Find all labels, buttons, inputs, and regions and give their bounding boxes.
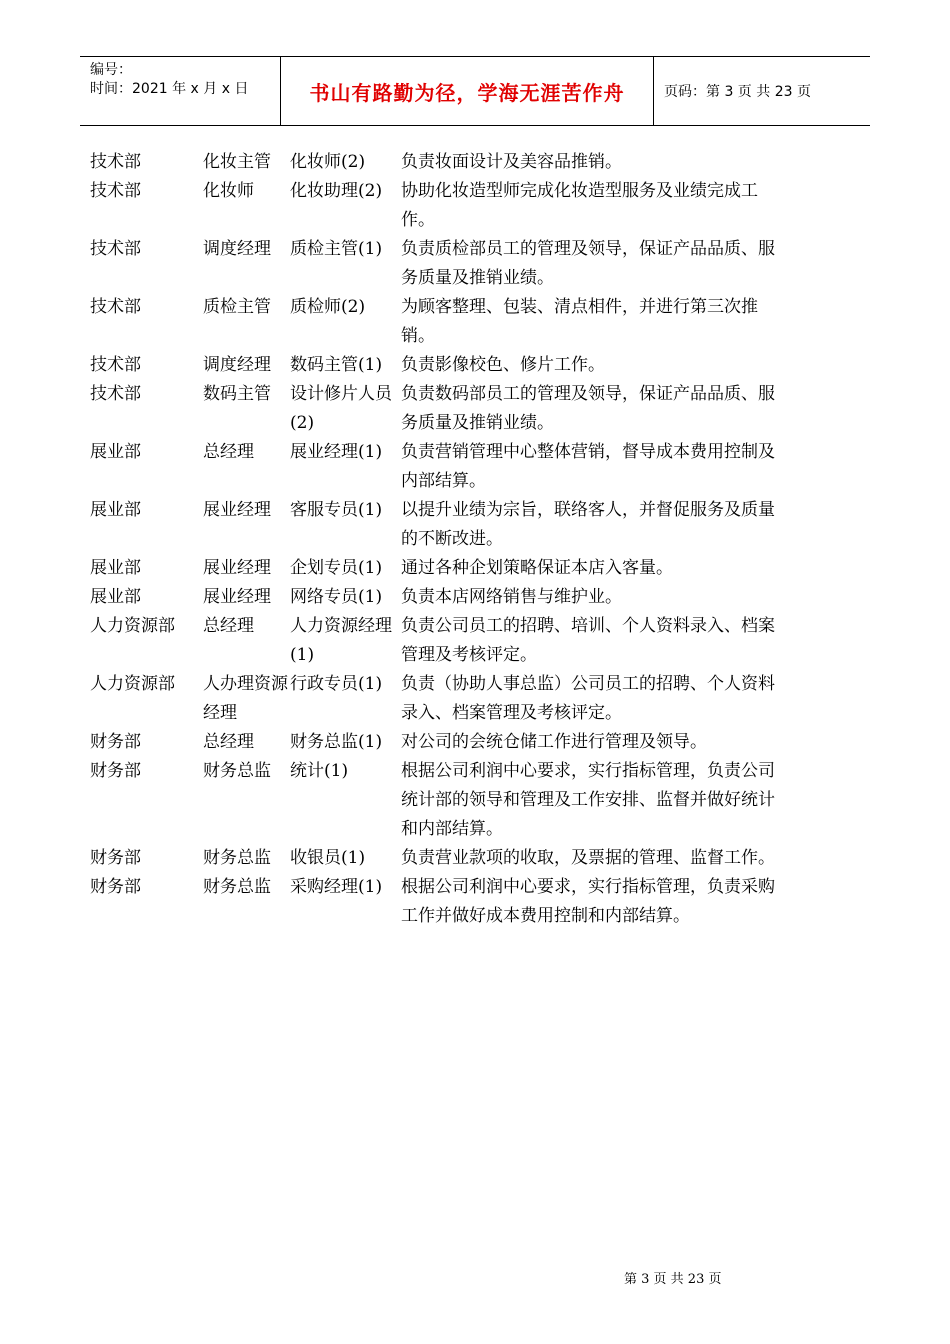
duty-cell: 负责本店网络销售与维护业。 (401, 587, 622, 607)
header-meta (80, 57, 281, 125)
table-row (90, 554, 790, 583)
dept-cell: 人力资源部 (90, 616, 175, 636)
dept-cell: 技术部 (90, 152, 141, 172)
duty-cell: 负责影像校色、修片工作。 (401, 355, 605, 375)
superior-cell: 人办理资源经理 (203, 674, 288, 723)
position-cell: 财务总监(1) (290, 732, 383, 752)
position-cell: 客服专员(1) (290, 500, 383, 520)
duty-cell: 负责质检部员工的管理及领导，保证产品品质、服务质量及推销业绩。 (401, 239, 775, 288)
table-row (90, 148, 790, 177)
table-row (90, 177, 790, 235)
position-duty-table (90, 148, 790, 931)
duty-cell: 负责（协助人事总监）公司员工的招聘、个人资料录入、档案管理及考核评定。 (401, 674, 775, 723)
duty-cell: 根据公司利润中心要求，实行指标管理，负责采购工作并做好成本费用控制和内部结算。 (401, 877, 775, 926)
position-cell: 展业经理(1) (290, 442, 383, 462)
position-cell: 质检师(2) (290, 297, 366, 317)
dept-cell: 技术部 (90, 297, 141, 317)
header-page-cell (654, 57, 870, 125)
table-row (90, 873, 790, 931)
dept-cell: 展业部 (90, 500, 141, 520)
duty-cell: 为顾客整理、包装、清点相件，并进行第三次推销。 (401, 297, 758, 346)
table-row (90, 351, 790, 380)
dept-cell: 财务部 (90, 877, 141, 897)
table-row (90, 438, 790, 496)
position-cell: 企划专员(1) (290, 558, 383, 578)
dept-cell: 财务部 (90, 732, 141, 752)
header-motto-cell (281, 57, 654, 125)
dept-cell: 人力资源部 (90, 674, 175, 694)
position-cell: 人力资源经理(1) (290, 616, 392, 665)
dept-cell: 展业部 (90, 558, 141, 578)
duty-cell: 负责营销管理中心整体营销，督导成本费用控制及内部结算。 (401, 442, 775, 491)
position-cell: 采购经理(1) (290, 877, 383, 897)
superior-cell: 质检主管 (203, 297, 271, 317)
duty-cell: 根据公司利润中心要求，实行指标管理，负责公司统计部的领导和管理及工作安排、监督并做好统计和内部结算。 (401, 761, 775, 839)
superior-cell: 总经理 (203, 442, 254, 462)
table-row (90, 496, 790, 554)
document-date: 时间：2021 年 x 月 x 日 (90, 81, 249, 97)
superior-cell: 调度经理 (203, 355, 271, 375)
duty-cell: 负责公司员工的招聘、培训、个人资料录入、档案管理及考核评定。 (401, 616, 775, 665)
dept-cell: 技术部 (90, 384, 141, 404)
duty-cell: 负责营业款项的收取，及票据的管理、监督工作。 (401, 848, 775, 868)
superior-cell: 总经理 (203, 616, 254, 636)
table-row (90, 844, 790, 873)
superior-cell: 展业经理 (203, 558, 271, 578)
superior-cell: 财务总监 (203, 761, 271, 781)
table-row (90, 380, 790, 438)
header-motto: 书山有路勤为径，学海无涯苦作舟 (309, 80, 625, 105)
duty-cell: 对公司的会统仓储工作进行管理及领导。 (401, 732, 707, 752)
position-cell: 质检主管(1) (290, 239, 383, 259)
document-number-label: 编号： (90, 62, 132, 78)
position-cell: 收银员(1) (290, 848, 366, 868)
position-cell: 行政专员(1) (290, 674, 383, 694)
dept-cell: 技术部 (90, 355, 141, 375)
superior-cell: 化妆师 (203, 181, 254, 201)
superior-cell: 数码主管 (203, 384, 271, 404)
superior-cell: 展业经理 (203, 587, 271, 607)
superior-cell: 展业经理 (203, 500, 271, 520)
dept-cell: 展业部 (90, 442, 141, 462)
position-cell: 统计(1) (290, 761, 349, 781)
dept-cell: 财务部 (90, 848, 141, 868)
position-cell: 数码主管(1) (290, 355, 383, 375)
position-cell: 化妆师(2) (290, 152, 366, 172)
superior-cell: 总经理 (203, 732, 254, 752)
table-row (90, 757, 790, 844)
position-cell: 化妆助理(2) (290, 181, 383, 201)
dept-cell: 技术部 (90, 239, 141, 259)
page-header (80, 56, 870, 126)
table-row (90, 670, 790, 728)
table-row (90, 235, 790, 293)
page-footer: 第 3 页 共 23 页 (624, 1272, 722, 1287)
duty-cell: 负责数码部员工的管理及领导，保证产品品质、服务质量及推销业绩。 (401, 384, 775, 433)
position-cell: 设计修片人员(2) (290, 384, 392, 433)
duty-cell: 通过各种企划策略保证本店入客量。 (401, 558, 673, 578)
duty-cell: 负责妆面设计及美容品推销。 (401, 152, 622, 172)
table-row (90, 293, 790, 351)
table-row (90, 728, 790, 757)
dept-cell: 财务部 (90, 761, 141, 781)
header-page-info: 页码：第 3 页 共 23 页 (664, 84, 811, 100)
table-row (90, 583, 790, 612)
dept-cell: 技术部 (90, 181, 141, 201)
duty-cell: 以提升业绩为宗旨，联络客人，并督促服务及质量的不断改进。 (401, 500, 775, 549)
superior-cell: 化妆主管 (203, 152, 271, 172)
superior-cell: 财务总监 (203, 848, 271, 868)
position-cell: 网络专员(1) (290, 587, 383, 607)
dept-cell: 展业部 (90, 587, 141, 607)
duty-cell: 协助化妆造型师完成化妆造型服务及业绩完成工作。 (401, 181, 758, 230)
table-row (90, 612, 790, 670)
superior-cell: 调度经理 (203, 239, 271, 259)
superior-cell: 财务总监 (203, 877, 271, 897)
